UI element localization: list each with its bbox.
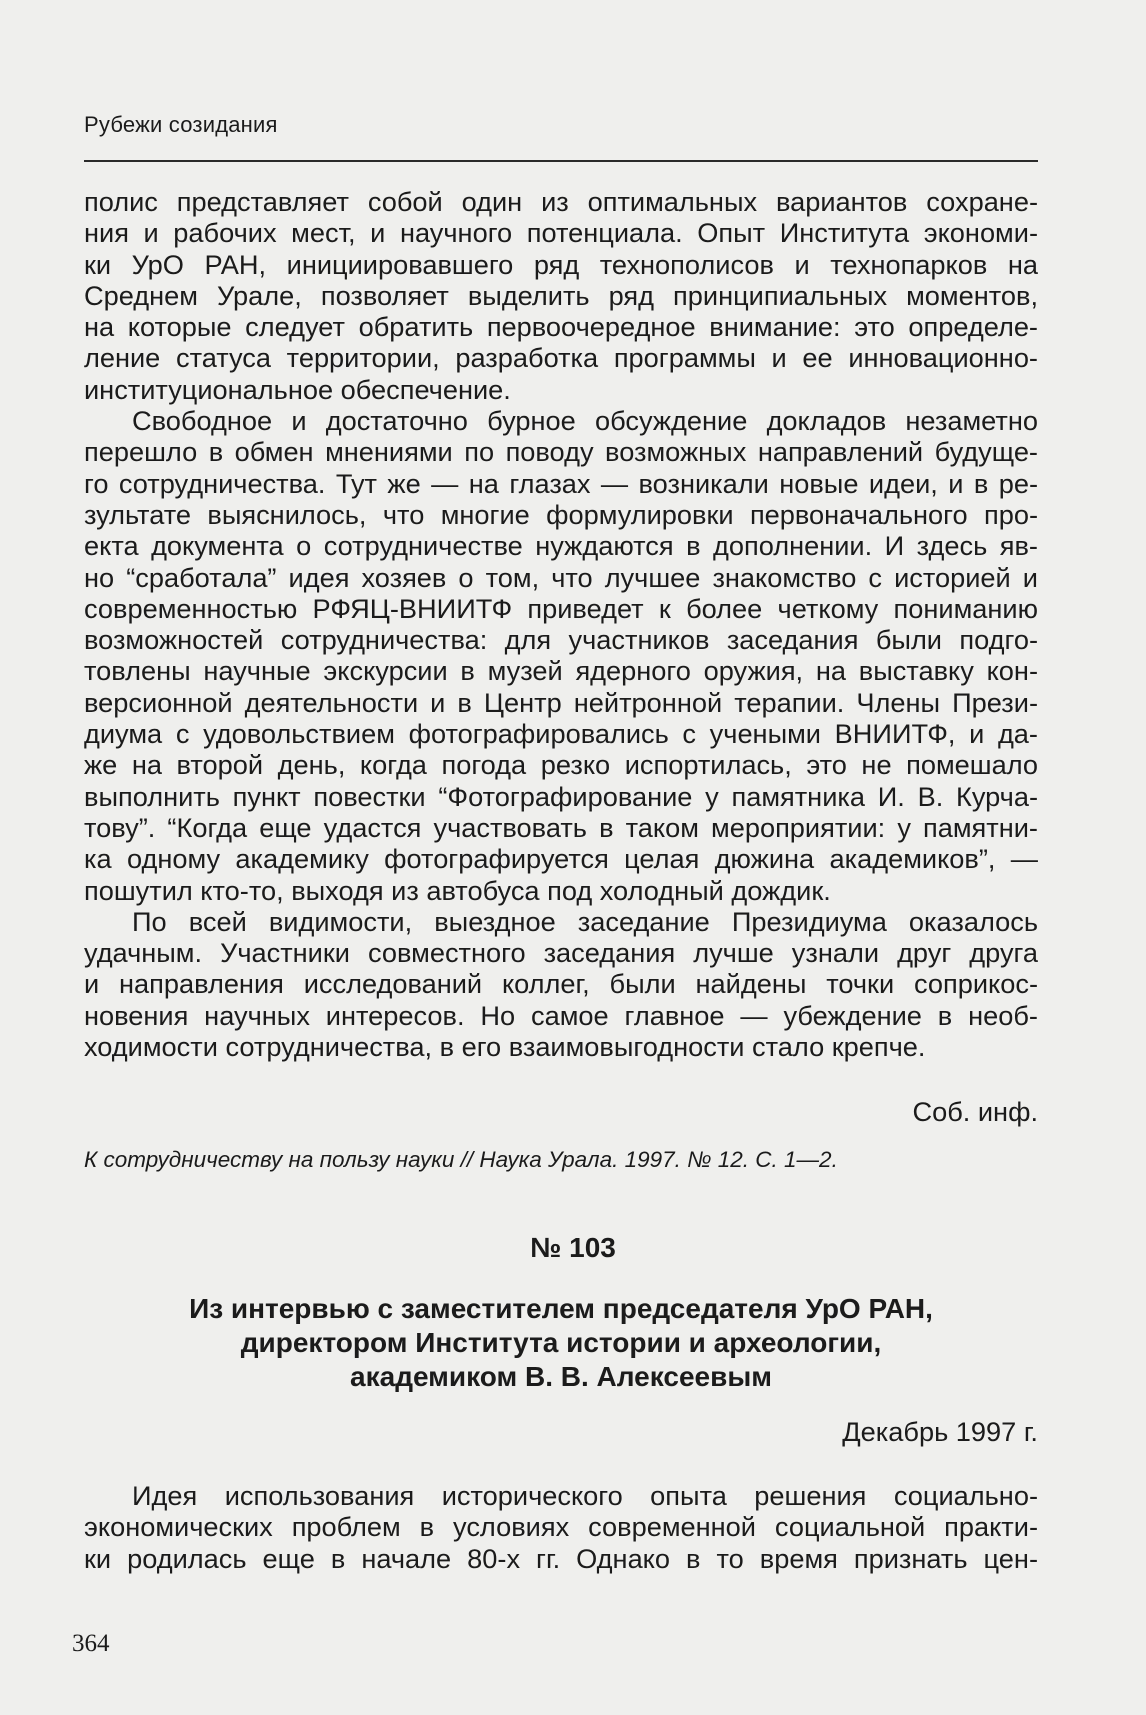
- text-line: перешло в обмен мнениями по поводу возможных направлений будуще-: [84, 436, 1038, 468]
- text-line: екта документа о сотрудничестве нуждаются в дополнении. И здесь яв-: [84, 530, 1038, 562]
- source-citation: К сотрудничеству на пользу науки // Наука Урала. 1997. № 12. С. 1—2.: [84, 1147, 838, 1172]
- text-line: экономических проблем в условиях современной социальной практи-: [84, 1511, 1038, 1543]
- text-line: товлены научные экскурсии в музей ядерного оружия, на выставку кон-: [84, 655, 1038, 687]
- text-line: современностью РФЯЦ-ВНИИТФ приведет к более четкому пониманию: [84, 592, 1038, 624]
- text-line: и направления исследований коллег, были найдены точки соприкос-: [84, 968, 1038, 1000]
- text-line: возможностей сотрудничества: для участников заседания были подго-: [84, 624, 1038, 656]
- second-text-block: [84, 1480, 1038, 1574]
- text-line: ки родилась еще в начале 80-х гг. Однако в то время признать цен-: [84, 1542, 1038, 1574]
- signature: Соб. инф.: [912, 1096, 1038, 1127]
- document-date: Декабрь 1997 г.: [842, 1416, 1038, 1447]
- text-line: ка одному академику фотографируется целая дюжина академиков”, —: [84, 843, 1038, 875]
- text-line: ление статуса территории, разработка программы и ее инновационно-: [84, 342, 1038, 374]
- text-line: на которые следует обратить первоочередное внимание: это определе-: [84, 311, 1038, 343]
- text-line: тову”. “Когда еще удастся участвовать в таком мероприятии: у памятни-: [84, 811, 1038, 843]
- text-line: диума с удовольствием фотографировались с учеными ВНИИТФ, и да-: [84, 718, 1038, 750]
- header-rule: [84, 160, 1038, 162]
- text-line: По всей видимости, выездное заседание Президиума оказалось: [132, 905, 1038, 937]
- document-title-line: директором Института истории и археологии,: [240, 1327, 882, 1358]
- text-line: версионной деятельности и в Центр нейтронной терапии. Члены Прези-: [84, 686, 1038, 718]
- document-title-line: академиком В. В. Алексеевым: [350, 1361, 772, 1392]
- document-title: [84, 1292, 1038, 1394]
- text-line: Идея использования исторического опыта решения социально-: [132, 1480, 1038, 1511]
- page-number: 364: [72, 1630, 110, 1657]
- main-text-block: [84, 186, 1038, 1062]
- text-line: новения научных интересов. Но самое главное — убеждение в необ-: [84, 999, 1038, 1031]
- text-line: Среднем Урале, позволяет выделить ряд принципиальных моментов,: [84, 279, 1038, 311]
- text-line: же на второй день, когда погода резко испортилась, это не помешало: [84, 749, 1038, 781]
- text-line: выполнить пункт повестки “Фотографирование у памятника И. В. Курча-: [84, 780, 1038, 812]
- text-line: ки УрО РАН, инициировавшего ряд технополисов и технопарков на: [84, 248, 1038, 280]
- text-line: пошутил кто-то, выходя из автобуса под холодный дождик.: [84, 874, 831, 906]
- text-line: институциональное обеспечение.: [84, 373, 511, 405]
- document-title-line: Из интервью с заместителем председателя УрО РАН,: [189, 1293, 933, 1324]
- text-line: го сотрудничества. Тут же — на глазах — возникали новые идеи, и в ре-: [84, 467, 1038, 499]
- text-line: полис представляет собой один из оптимальных вариантов сохране-: [84, 186, 1038, 217]
- text-line: удачным. Участники совместного заседания лучше узнали друг друга: [84, 937, 1038, 969]
- text-line: ния и рабочих мест, и научного потенциала. Опыт Института экономи-: [84, 217, 1038, 249]
- running-header: Рубежи созидания: [84, 112, 278, 137]
- text-line: ходимости сотрудничества, в его взаимовыгодности стало крепче.: [84, 1031, 926, 1063]
- text-line: зультате выяснилось, что многие формулировки первоначального про-: [84, 498, 1038, 530]
- text-line: Свободное и достаточно бурное обсуждение докладов незаметно: [132, 405, 1038, 437]
- document-number: № 103: [530, 1232, 616, 1263]
- text-line: но “сработала” идея хозяев о том, что лучшее знакомство с историей и: [84, 561, 1038, 593]
